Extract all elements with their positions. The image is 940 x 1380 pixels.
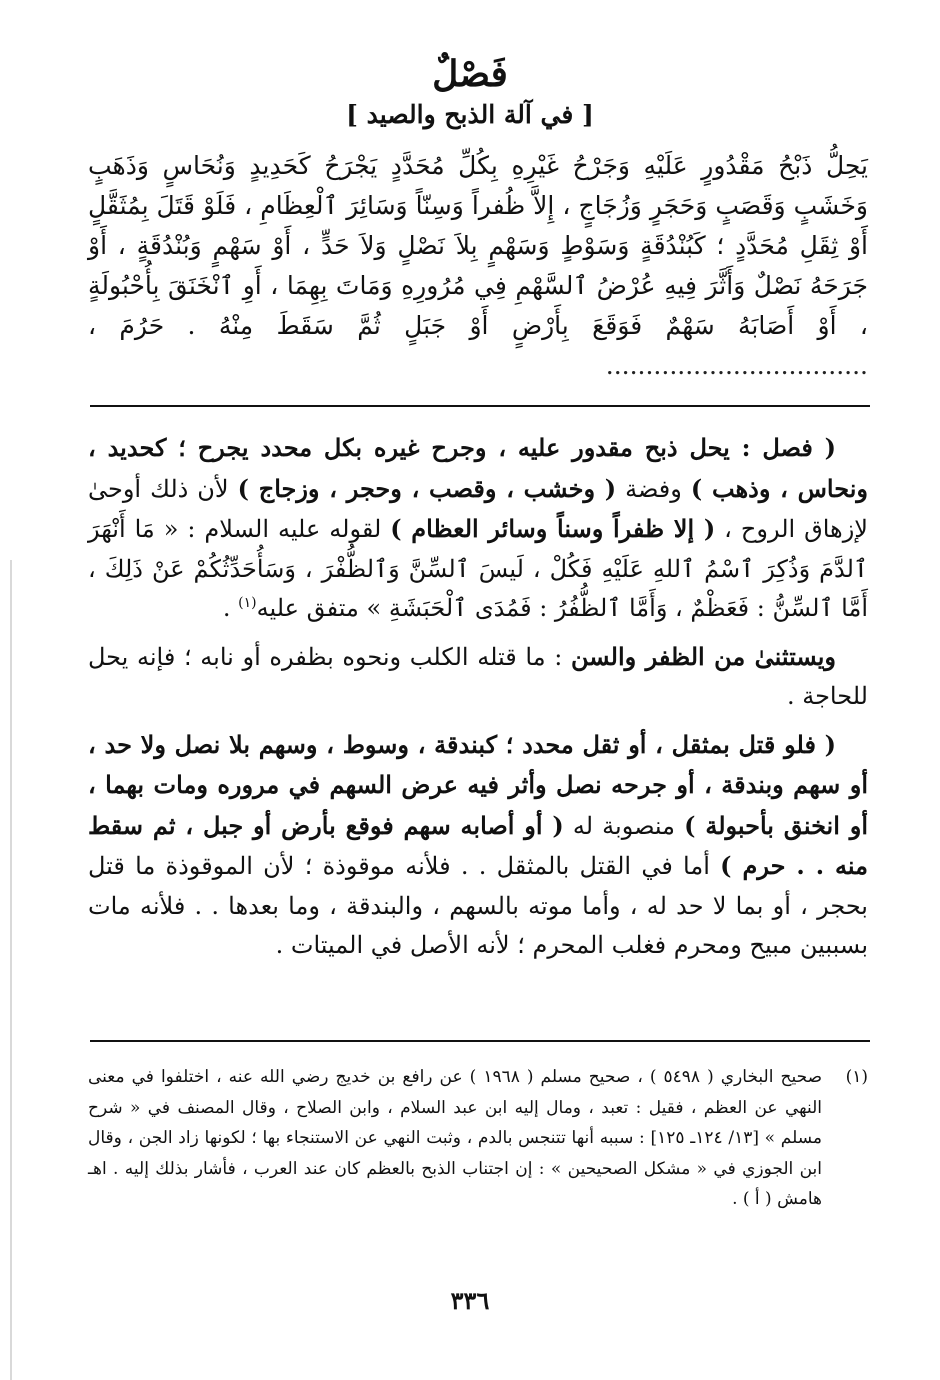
commentary-block: [88, 428, 868, 974]
chapter-heading: فَصْلٌ: [432, 53, 508, 95]
commentary-text: لقوله عليه السلام : « مَا أَنْهَرَ ٱلدَّمَ وَذُكِرَ ٱسْمُ ٱللهِ عَلَيْهِ فَكُلْ ، لَيسَ ٱلسِّنَّ وَٱلظُّفْرَ ، وَسَأُحَدِّثُكُمْ عَنْ ذَلِكَ ، أَمَّا ٱلسِّنُّ : فَعَظْمٌ ، وَأَمَّا ٱلظُّفُرُ : فَمُدَى ٱلْحَبَشَةِ » متفق عليه: [88, 515, 868, 622]
commentary-text: أما في القتل بالمثقل . . فلأنه موقوذة ؛ لأن الموقوذة ما قتل بحجر ، أو بما لا حد له ، وأما موته بالسهم ، والبندقة ، وما بعدها . . فلأنه مات بسببين مبيح ومحرم فغلب المحرم ؛ لأنه الأصل في الميتات .: [88, 852, 868, 959]
commentary-paragraph: [88, 725, 868, 966]
footnotes-block: [88, 1062, 868, 1215]
commentary-text: منصوبة له: [563, 811, 685, 840]
commentary-paragraph: [88, 428, 868, 629]
footnote-reference[interactable]: (١): [238, 595, 257, 611]
main-text: يَحِلُّ ذَبْحُ مَقْدُورٍ عَلَيْهِ وَجَرْحُ غَيْرِهِ بِكُلِّ مُحَدَّدٍ يَجْرَحُ كَحَدِيدٍ وَنُحَاسٍ وَذَهَبٍ وَخَشَبٍ وَقَصَبٍ وَحَجَرٍ وَزُجَاجٍ ، إِلاَّ ظُفراً وَسِنّاً وَسَائِرَ ٱلْعِظَامِ ، فَلَوْ قَتَلَ بِمُثَقَّلٍ أَوْ ثِقَلِ مُحَدَّدٍ ؛ كَبُنْدُقَةٍ وَسَوْطٍ وَسَهْمٍ بِلاَ نَصْلٍ وَلاَ حَدٍّ ، أَوْ سَهْمٍ وَبُنْدُقَةٍ ، أَوْ جَرَحَهُ نَصْلٌ وَأَثَّرَ فِيهِ عُرْضُ ٱلسَّهْمِ فِي مُرُورِهِ وَمَاتَ بِهِمَا ، أَوِ ٱنْخَنَقَ بِأُحْبُولَةٍ ، أَوْ أَصَابَهُ سَهْمٌ فَوَقَعَ بِأَرْضٍ أَوْ جَبَلٍ ثُمَّ سَقَطَ مِنْهُ . حَرُمَ ،: [88, 151, 868, 340]
commentary-paragraph: [88, 637, 868, 717]
scan-edge-line: [10, 560, 12, 1380]
section-divider: [90, 405, 870, 407]
commentary-text: لأن ذلك أوحىٰ لإزهاق الروح ،: [88, 474, 868, 543]
commentary-text: .: [222, 594, 239, 622]
quoted-text: ( فصل : يحل ذبح مقدور عليه ، وجرح غيره بكل محدد يجرح ؛ كحديد ، ونحاس ، وذهب ): [88, 433, 869, 503]
commentary-text: : ما قتله الكلب ونحوه بظفره أو نابه ؛ فإنه يحل للحاجة .: [88, 642, 868, 710]
main-text-trailing-dots: .................................: [605, 351, 868, 380]
quoted-text: ( إلا ظفراً وسناً وسائر العظام ): [390, 514, 716, 543]
footnote-item: [88, 1062, 868, 1215]
footnote-text: صحيح البخاري ( ٥٤٩٨ ) ، صحيح مسلم ( ١٩٦٨ ) عن رافع بن خديج رضي الله عنه ، اختلفوا في معنى النهي عن العظم ، فقيل : تعبد ، ومال إليه ابن عبد السلام ، وابن الصلاح ، وقال المصنف في « شرح مسلم » [١٣/ ١٢٤ـ ١٢٥] : سببه أنها تتنجس بالدم ، وثبت النهي عن الاستنجاء بها ؛ لكونها زاد الجن ، وقال ابن الجوزي في « مشكل الصحيحين » : إن اجتناب الذبح بالعظم كان عند العرب ، فأشار بذلك إليه . اهـ هامش ( أ ) .: [88, 1067, 822, 1209]
quoted-text: ويستثنىٰ من الظفر والسن: [571, 641, 837, 671]
footnote-divider: [90, 1040, 870, 1042]
chapter-subheading: [ في آلة الذبح والصيد ]: [346, 100, 594, 129]
commentary-text: وفضة: [616, 474, 691, 503]
main-text-block: [88, 146, 868, 386]
footnote-number: (١): [845, 1067, 868, 1087]
quoted-text: ( فلو قتل بمثقل ، أو ثقل محدد ؛ كبندقة ، وسوط ، وسهم بلا نصل ولا حد ، أو سهم وبندقة ، أو جرحه نصل وأثر فيه عرض السهم في مروره ومات بهما ، أو انخنق بأحبولة ): [88, 729, 869, 840]
quoted-text: ( وخشب ، وقصب ، وحجر ، وزجاج ): [237, 473, 617, 503]
page-number: ٣٣٦: [450, 1286, 490, 1315]
quoted-text: ( أو أصابه سهم فوقع بأرض أو جبل ، ثم سقط منه . . حرم ): [88, 810, 869, 880]
